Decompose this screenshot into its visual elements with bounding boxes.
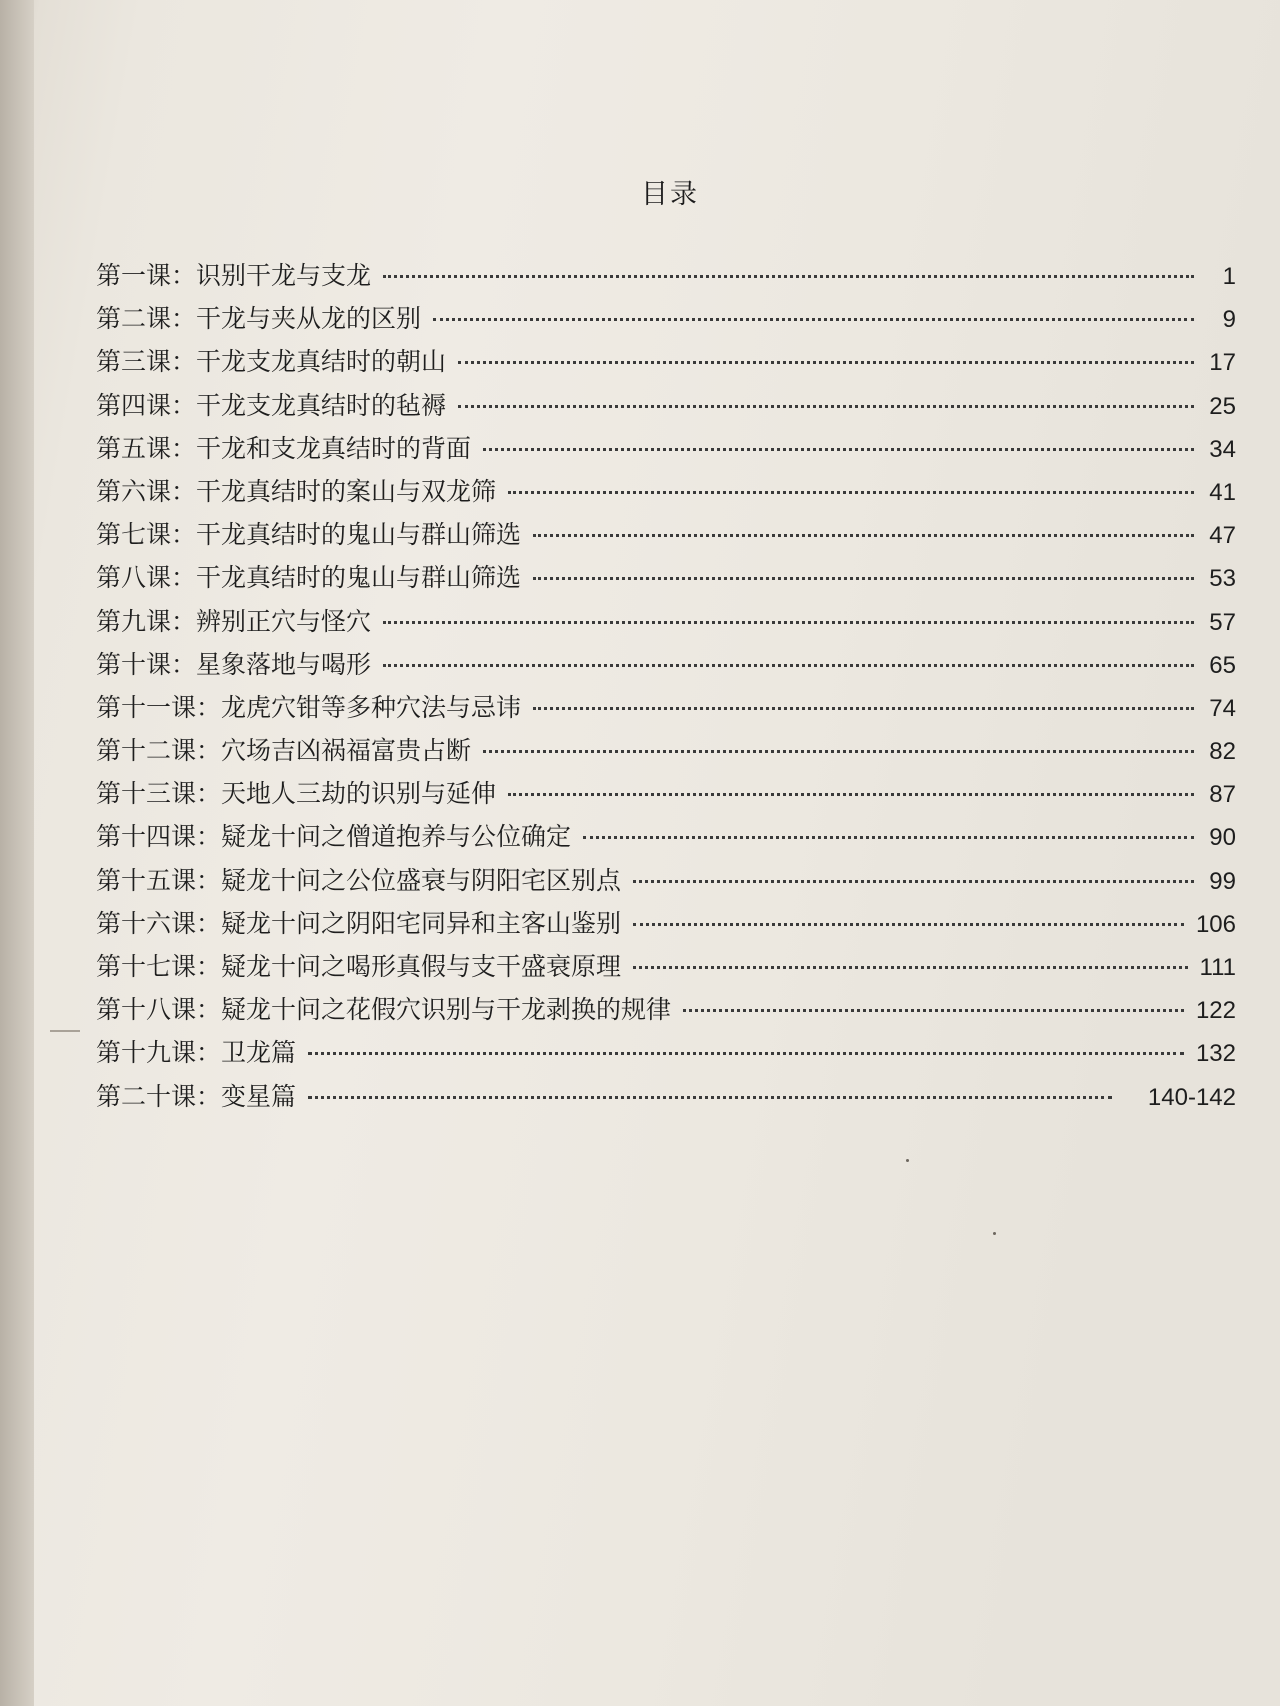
toc-entry-page: 106 [1195,910,1236,938]
toc-entry [96,256,1236,299]
dot-leader [458,361,1194,364]
dot-leader [533,534,1194,537]
toc-entry-title: 第十八课：疑龙十问之花假穴识别与干龙剥换的规律 [96,995,672,1025]
toc-entry [96,1077,1236,1120]
page-title: 目录 [641,179,699,210]
toc-entry-title: 第十四课：疑龙十问之僧道抱养与公位确定 [96,822,572,852]
toc-entry-page: 111 [1199,954,1236,981]
dot-leader [433,318,1194,321]
toc-entry-page: 53 [1209,565,1236,593]
paper-speck [906,1159,909,1162]
toc-entry-page: 140-142 [1147,1083,1236,1111]
toc-entry [96,817,1236,860]
dot-leader [533,707,1194,710]
toc-entry-title: 第十二课：穴场吉凶祸福富贵占断 [96,736,472,766]
toc-entry [96,386,1236,429]
toc-entry-page: 57 [1209,608,1236,636]
toc-entry-page: 1 [1222,263,1236,290]
dot-leader [383,664,1194,667]
toc-entry-page: 25 [1209,392,1236,420]
toc-entry [96,515,1236,558]
toc-entry-title: 第二课：干龙与夹从龙的区别 [96,304,422,334]
toc-entry-page: 87 [1209,781,1236,809]
toc-entry-title: 第十课：星象落地与喝形 [96,649,372,679]
toc-entry-title: 第九课：辨别正穴与怪穴 [96,606,372,636]
dot-leader [458,405,1194,408]
table-of-contents [96,256,1236,1120]
toc-entry-page: 47 [1209,522,1236,550]
dot-leader [533,577,1194,580]
toc-entry-page: 9 [1222,306,1236,334]
toc-entry-title: 第十七课：疑龙十问之喝形真假与支干盛衰原理 [96,952,622,981]
dot-leader [633,880,1194,883]
toc-entry [96,342,1236,385]
toc-entry-title: 第十九课：卫龙篇 [96,1038,297,1068]
toc-entry-page: 17 [1209,349,1236,377]
dot-leader [683,1009,1184,1012]
toc-entry [96,731,1236,774]
dot-leader [508,793,1194,796]
toc-entry [96,947,1236,990]
toc-entry-title: 第十一课：龙虎穴钳等多种穴法与忌讳 [96,692,522,722]
toc-entry-title: 第三课：干龙支龙真结时的朝山 [96,347,447,377]
dot-leader [483,750,1194,753]
toc-entry [96,299,1236,342]
toc-entry [96,472,1236,515]
page-crease [50,1030,80,1032]
toc-entry [96,602,1236,645]
toc-entry [96,688,1236,731]
dot-leader [308,1096,1112,1099]
dot-leader [508,491,1194,494]
toc-entry-page: 41 [1209,478,1236,506]
dot-leader [633,923,1184,926]
toc-entry-page: 132 [1195,1040,1236,1068]
toc-entry [96,774,1236,817]
toc-entry-title: 第十五课：疑龙十问之公位盛衰与阴阳宅区别点 [96,865,622,895]
toc-entry-page: 122 [1195,997,1236,1025]
toc-entry-title: 第七课：干龙真结时的鬼山与群山筛选 [96,520,522,550]
toc-entry-title: 第四课：干龙支龙真结时的毡褥 [96,390,447,420]
toc-entry-page: 99 [1209,867,1236,895]
dot-leader [383,621,1194,624]
dot-leader [483,448,1194,451]
toc-entry-page: 90 [1209,824,1236,852]
toc-entry-title: 第六课：干龙真结时的案山与双龙筛 [96,476,497,506]
toc-entry [96,990,1236,1033]
dot-leader [308,1052,1184,1055]
toc-entry-page: 34 [1209,435,1236,463]
toc-entry [96,429,1236,472]
toc-entry [96,1033,1236,1076]
toc-entry-page: 65 [1209,651,1236,679]
dot-leader [633,966,1188,969]
toc-entry-title: 第八课：干龙真结时的鬼山与群山筛选 [96,563,522,593]
toc-entry-title: 第一课：识别干龙与支龙 [96,261,372,290]
toc-entry-page: 82 [1209,738,1236,766]
toc-entry-title: 第十六课：疑龙十问之阴阳宅同异和主客山鉴别 [96,908,622,938]
paper-speck [993,1232,996,1235]
dot-leader [383,275,1194,278]
toc-entry [96,645,1236,688]
toc-entry-title: 第十三课：天地人三劫的识别与延伸 [96,779,497,809]
toc-entry [96,904,1236,947]
dot-leader [583,836,1194,839]
toc-entry [96,558,1236,601]
toc-entry-title: 第二十课：变星篇 [96,1081,297,1111]
toc-entry [96,861,1236,904]
toc-entry-title: 第五课：干龙和支龙真结时的背面 [96,433,472,463]
toc-entry-page: 74 [1209,694,1236,722]
